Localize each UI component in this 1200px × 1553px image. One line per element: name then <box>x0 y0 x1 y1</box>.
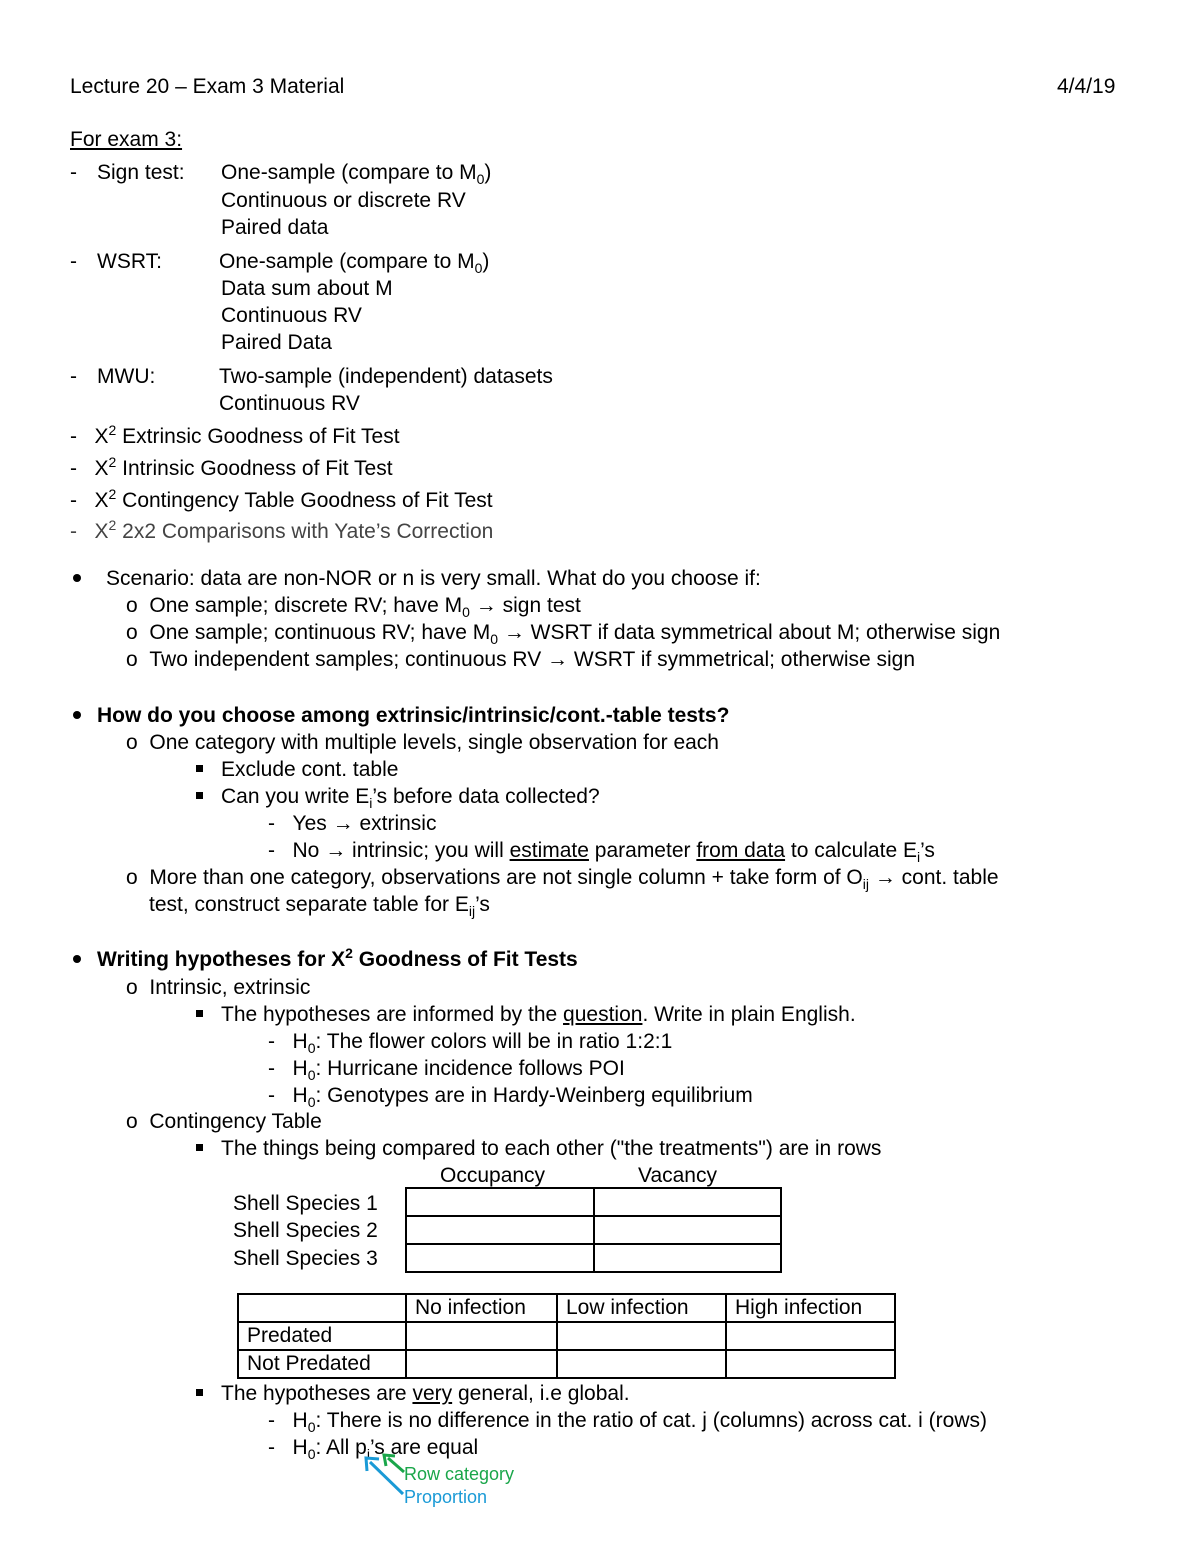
wsrt-line: One-sample (compare to $M_0$) <box>219 250 490 277</box>
list-item: Can you write $E_i’s$ before data collected? <box>221 785 600 812</box>
list-item: The hypotheses are informed by the question. Write in plain English. <box>221 1003 856 1026</box>
list-item: o One category with multiple levels, single observation for each <box>126 731 719 754</box>
list-item: The things being compared to each other ("the treatments") are in rows <box>221 1137 882 1160</box>
table1-row-label: Shell Species 1 <box>233 1192 378 1215</box>
choose-heading: How do you choose among extrinsic/intrinsic/cont.-table tests? <box>97 704 730 727</box>
mwu-line: Two-sample (independent) datasets <box>219 365 553 388</box>
hypotheses-heading: Writing hypotheses for $X^2$ Goodness of Fit Tests <box>97 945 578 971</box>
square-bullet-icon <box>196 1389 203 1396</box>
wsrt-line: Data sum about M <box>221 277 393 300</box>
list-item: - $H_0$: Hurricane incidence follows POI <box>268 1057 625 1084</box>
sign-test-label: Sign test: <box>97 161 185 184</box>
table2-col-header: Low infection <box>557 1294 726 1322</box>
list-item: - Yes → extrinsic <box>268 812 437 835</box>
list-item: o One sample; continuous RV; have $M_0$ → WSRT if data symmetrical about M; otherwise sign <box>126 621 1001 648</box>
bullet-icon <box>73 574 81 582</box>
table1-col-header: Occupancy <box>440 1164 546 1187</box>
page-title: Lecture 20 – Exam 3 Material <box>70 75 345 98</box>
list-item: The hypotheses are very general, i.e global. <box>221 1382 630 1405</box>
dash-marker: - <box>70 161 77 184</box>
table1-col-header: Vacancy <box>638 1164 717 1187</box>
list-item: - $H_0$: Genotypes are in Hardy-Weinberg equilibrium <box>268 1084 753 1111</box>
mwu-label: MWU: <box>97 365 156 388</box>
chi-item: - $X^2$ Intrinsic Goodness of Fit Test <box>70 454 393 480</box>
chi-item: - $X^2$ 2x2 Comparisons with Yate’s Correction <box>70 517 494 543</box>
square-bullet-icon <box>196 792 203 799</box>
intro-heading: For exam 3: <box>70 128 183 151</box>
sign-test-line: Paired data <box>221 216 329 239</box>
infection-table <box>237 1293 896 1379</box>
list-item: - No → intrinsic; you will estimate parameter from data to calculate $E_i’s$ <box>268 839 935 866</box>
list-item: - $H_0$: All $p_i’s$ are equal <box>268 1436 479 1463</box>
bullet-icon <box>73 955 81 963</box>
list-item: - $H_0$: The flower colors will be in ratio 1:2:1 <box>268 1030 673 1057</box>
table2-col-header: No infection <box>406 1294 557 1322</box>
dash-marker: - <box>70 365 77 388</box>
list-item: o One sample; discrete RV; have $M_0$ → sign test <box>126 594 581 621</box>
wsrt-line: Continuous RV <box>221 304 362 327</box>
list-item: Exclude cont. table <box>221 758 399 781</box>
table1-row-label: Shell Species 2 <box>233 1219 378 1242</box>
bullet-icon <box>73 711 81 719</box>
square-bullet-icon <box>196 1144 203 1151</box>
list-item: o Contingency Table <box>126 1110 322 1133</box>
table1-row-label: Shell Species 3 <box>233 1247 378 1270</box>
page-date: 4/4/19 <box>1057 75 1116 98</box>
square-bullet-icon <box>196 1010 203 1017</box>
table2-row-label: Predated <box>238 1322 406 1350</box>
chi-item: - $X^2$ Extrinsic Goodness of Fit Test <box>70 422 400 448</box>
mwu-line: Continuous RV <box>219 392 360 415</box>
table2-col-header: High infection <box>726 1294 895 1322</box>
wsrt-label: WSRT: <box>97 250 162 273</box>
list-item: o Intrinsic, extrinsic <box>126 976 311 999</box>
list-item: - $H_0$: There is no difference in the ratio of cat. j (columns) across cat. i (rows) <box>268 1409 987 1436</box>
dash-marker: - <box>70 250 77 273</box>
chi-item: - $X^2$ Contingency Table Goodness of Fit Test <box>70 486 493 512</box>
list-item: test, construct separate table for $E_{ij}’s$ <box>149 893 490 920</box>
scenario-heading: Scenario: data are non-NOR or n is very small. What do you choose if: <box>106 567 761 590</box>
proportion-note: Proportion <box>404 1487 488 1507</box>
wsrt-line: Paired Data <box>221 331 332 354</box>
table2-row-label: Not Predated <box>238 1350 406 1378</box>
green-arrow <box>388 1458 404 1472</box>
row-category-note: Row category <box>404 1464 515 1484</box>
square-bullet-icon <box>196 765 203 772</box>
occupancy-table <box>405 1187 782 1273</box>
sign-test-line: Continuous or discrete RV <box>221 189 466 212</box>
sign-test-line: One-sample (compare to $M_0$) <box>221 161 492 188</box>
list-item: o More than one category, observations are not single column + take form of $O_{ij}$ → cont. table <box>126 866 999 893</box>
list-item: o Two independent samples; continuous RV → WSRT if symmetrical; otherwise sign <box>126 648 916 671</box>
